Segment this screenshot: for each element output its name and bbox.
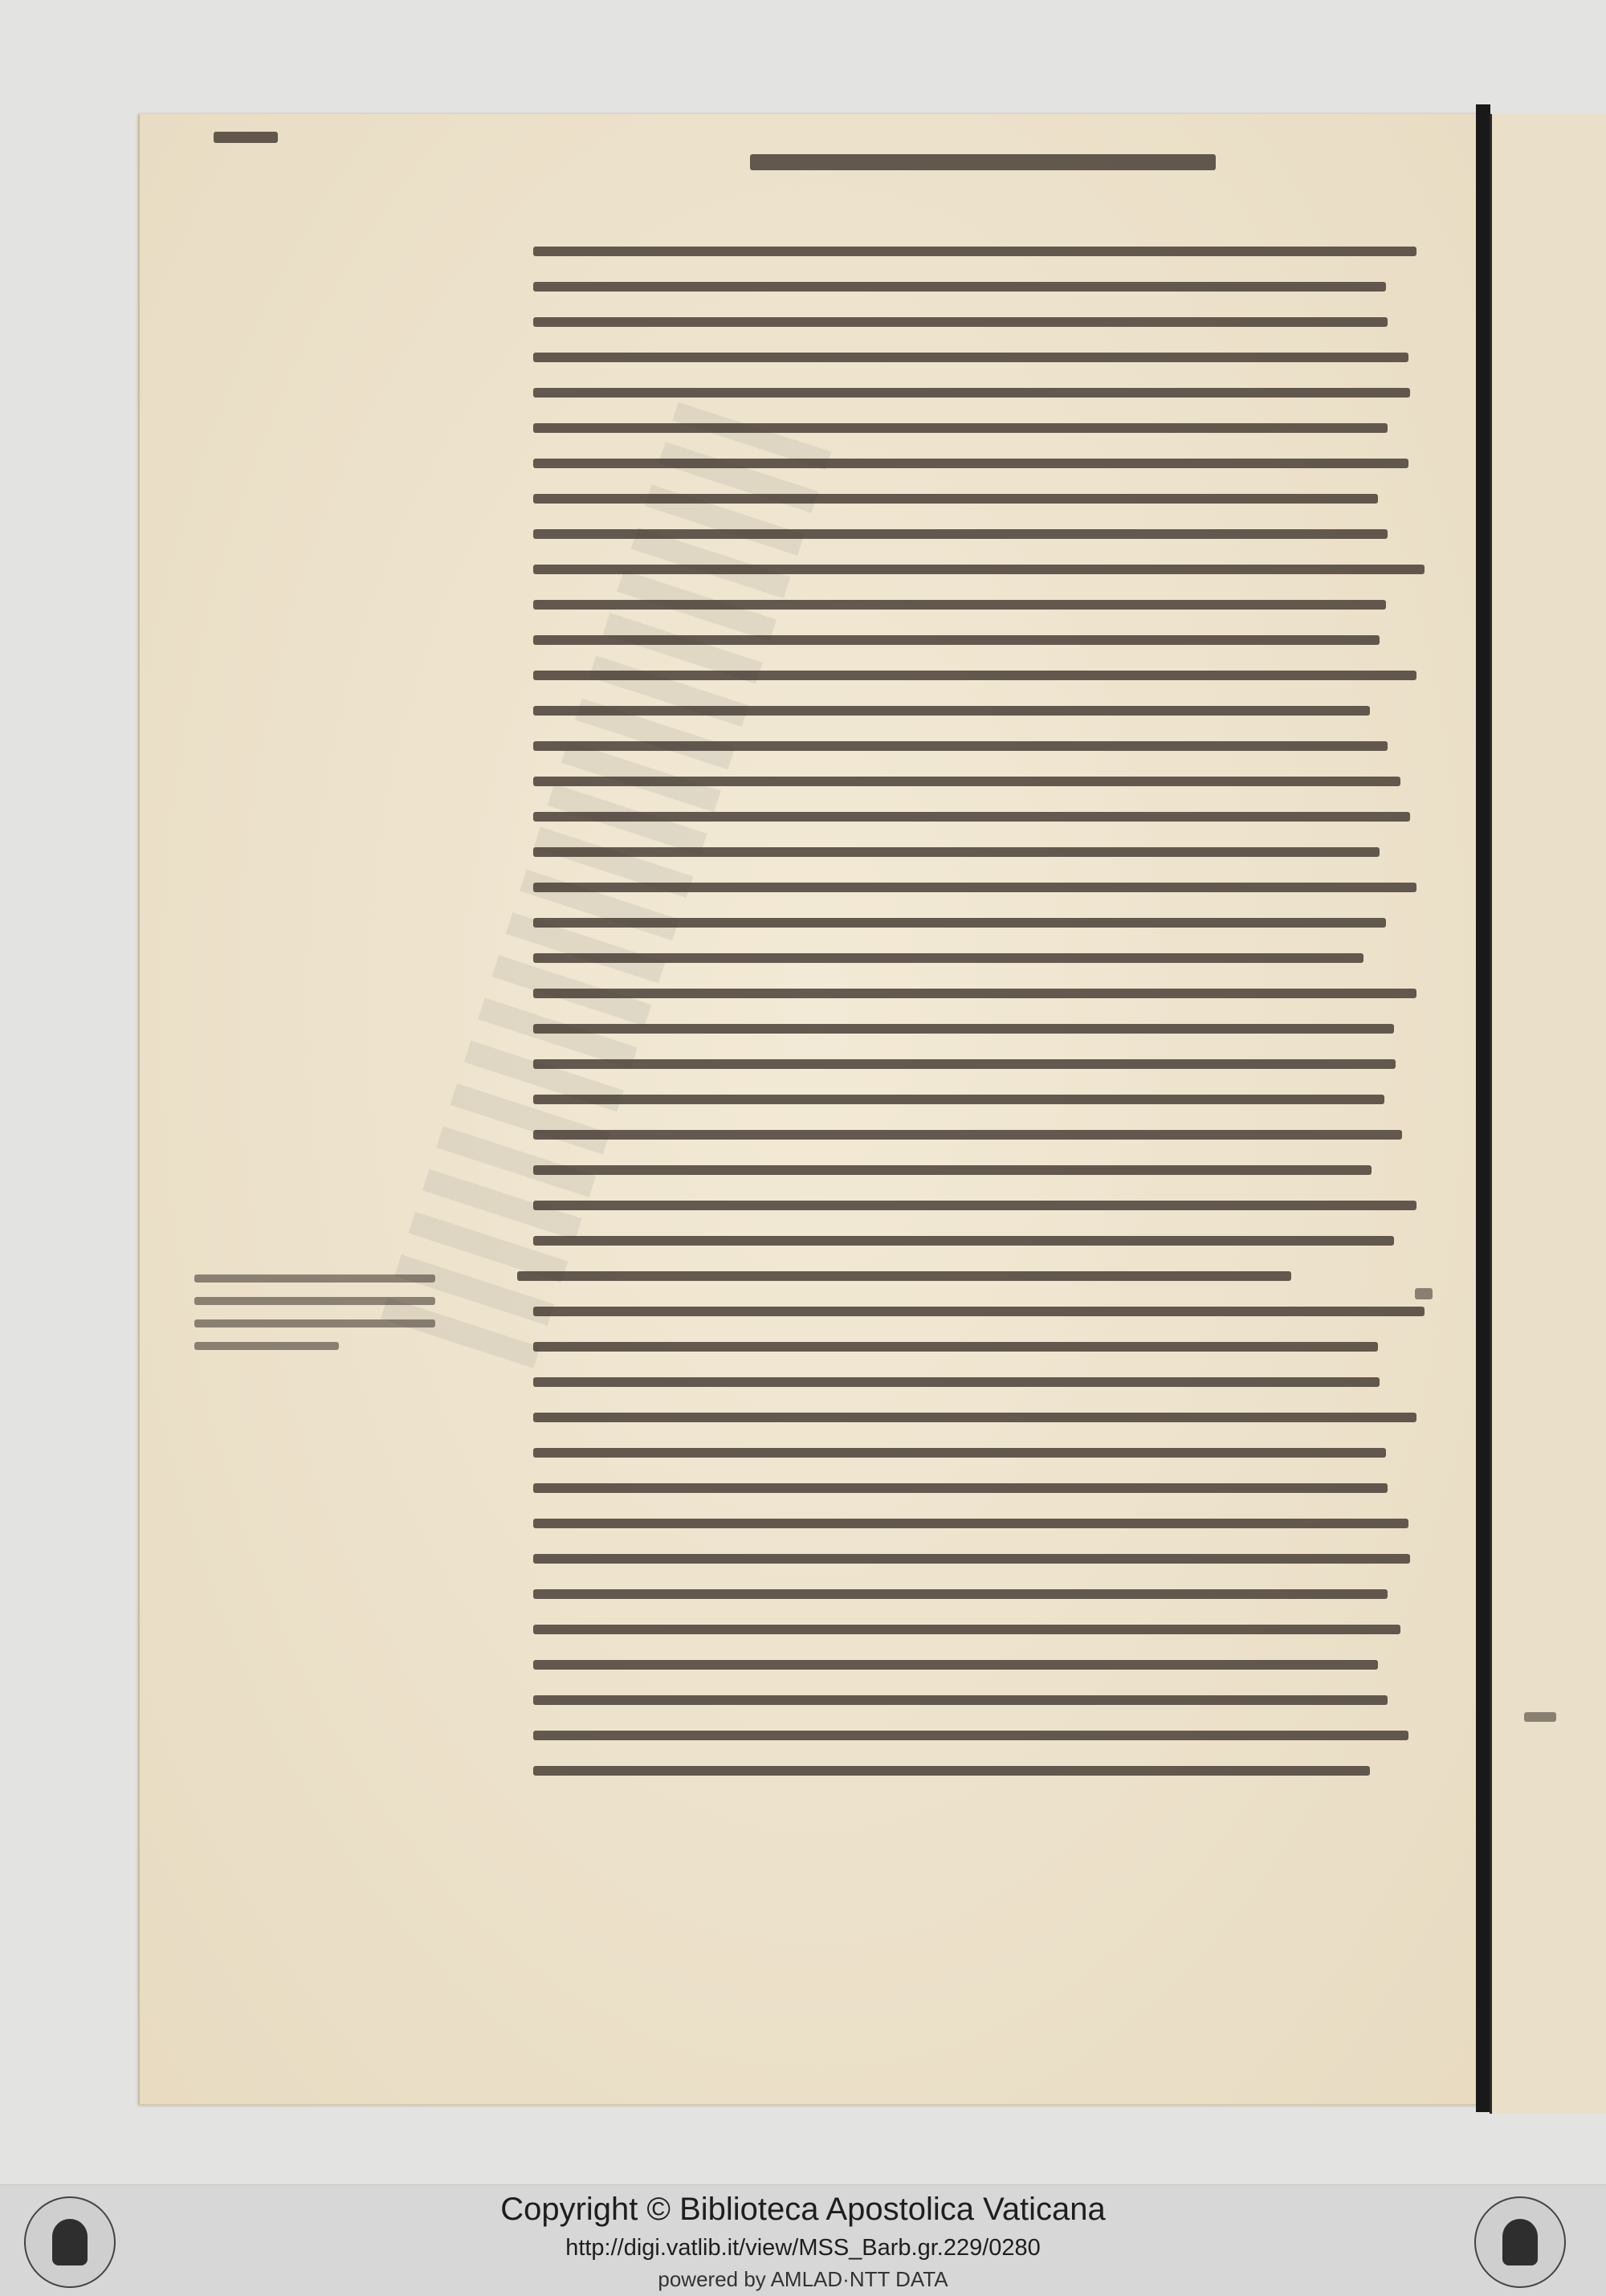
text-line — [533, 741, 1388, 751]
text-line — [533, 529, 1388, 539]
text-line — [533, 918, 1386, 928]
marginal-note-line — [194, 1297, 435, 1305]
marginal-note-line — [194, 1274, 435, 1283]
marginal-note-line — [194, 1342, 339, 1350]
text-line — [533, 1448, 1386, 1458]
adjacent-page-mark — [1524, 1712, 1556, 1722]
text-line — [533, 635, 1380, 645]
marginal-note-line — [194, 1319, 435, 1327]
running-title — [750, 154, 1216, 170]
text-line — [533, 847, 1380, 857]
text-line — [533, 1236, 1394, 1246]
text-line — [533, 353, 1408, 362]
text-line — [533, 777, 1400, 786]
text-line — [533, 1130, 1402, 1140]
text-line — [533, 1059, 1396, 1069]
text-line — [533, 1695, 1388, 1705]
text-line — [533, 1307, 1425, 1316]
powered-by-text: powered by AMLAD·NTT DATA — [658, 2267, 948, 2291]
text-line — [533, 812, 1410, 822]
vatican-library-seal-right — [1474, 2196, 1566, 2288]
text-line — [533, 1519, 1408, 1528]
text-line — [533, 1483, 1388, 1493]
text-line — [533, 1413, 1416, 1422]
text-line — [533, 388, 1410, 398]
text-line — [533, 989, 1416, 998]
vatican-library-seal-left — [24, 2196, 116, 2288]
text-line — [517, 1271, 1291, 1281]
text-line — [533, 671, 1416, 680]
text-line — [533, 1554, 1410, 1564]
text-line — [533, 565, 1425, 574]
text-line — [533, 600, 1386, 610]
manuscript-page — [138, 114, 1490, 2106]
text-line — [533, 1731, 1408, 1740]
folio-number — [214, 132, 278, 143]
text-line — [533, 317, 1388, 327]
adjacent-page-edge — [1490, 114, 1606, 2114]
text-line — [533, 883, 1416, 892]
text-line — [533, 1660, 1378, 1670]
text-line — [533, 1095, 1384, 1104]
text-line — [533, 706, 1370, 716]
text-line — [533, 459, 1408, 468]
copyright-text: Copyright © Biblioteca Apostolica Vaticana — [500, 2192, 1106, 2227]
text-line — [533, 1342, 1378, 1352]
text-line — [533, 1625, 1400, 1634]
text-line — [533, 1766, 1370, 1776]
binding-fold — [1476, 104, 1490, 2112]
text-line — [533, 1024, 1394, 1034]
marginal-mark — [1415, 1288, 1433, 1299]
source-url[interactable]: http://digi.vatlib.it/view/MSS_Barb.gr.229/0280 — [565, 2235, 1041, 2261]
text-line — [533, 1201, 1416, 1210]
text-line — [533, 1589, 1388, 1599]
copyright-footer — [0, 2184, 1606, 2296]
text-line — [533, 494, 1378, 504]
text-line — [533, 953, 1363, 963]
text-line — [533, 1377, 1380, 1387]
text-line — [533, 1165, 1372, 1175]
text-line — [533, 282, 1386, 292]
text-line — [533, 423, 1388, 433]
text-line — [533, 247, 1416, 256]
